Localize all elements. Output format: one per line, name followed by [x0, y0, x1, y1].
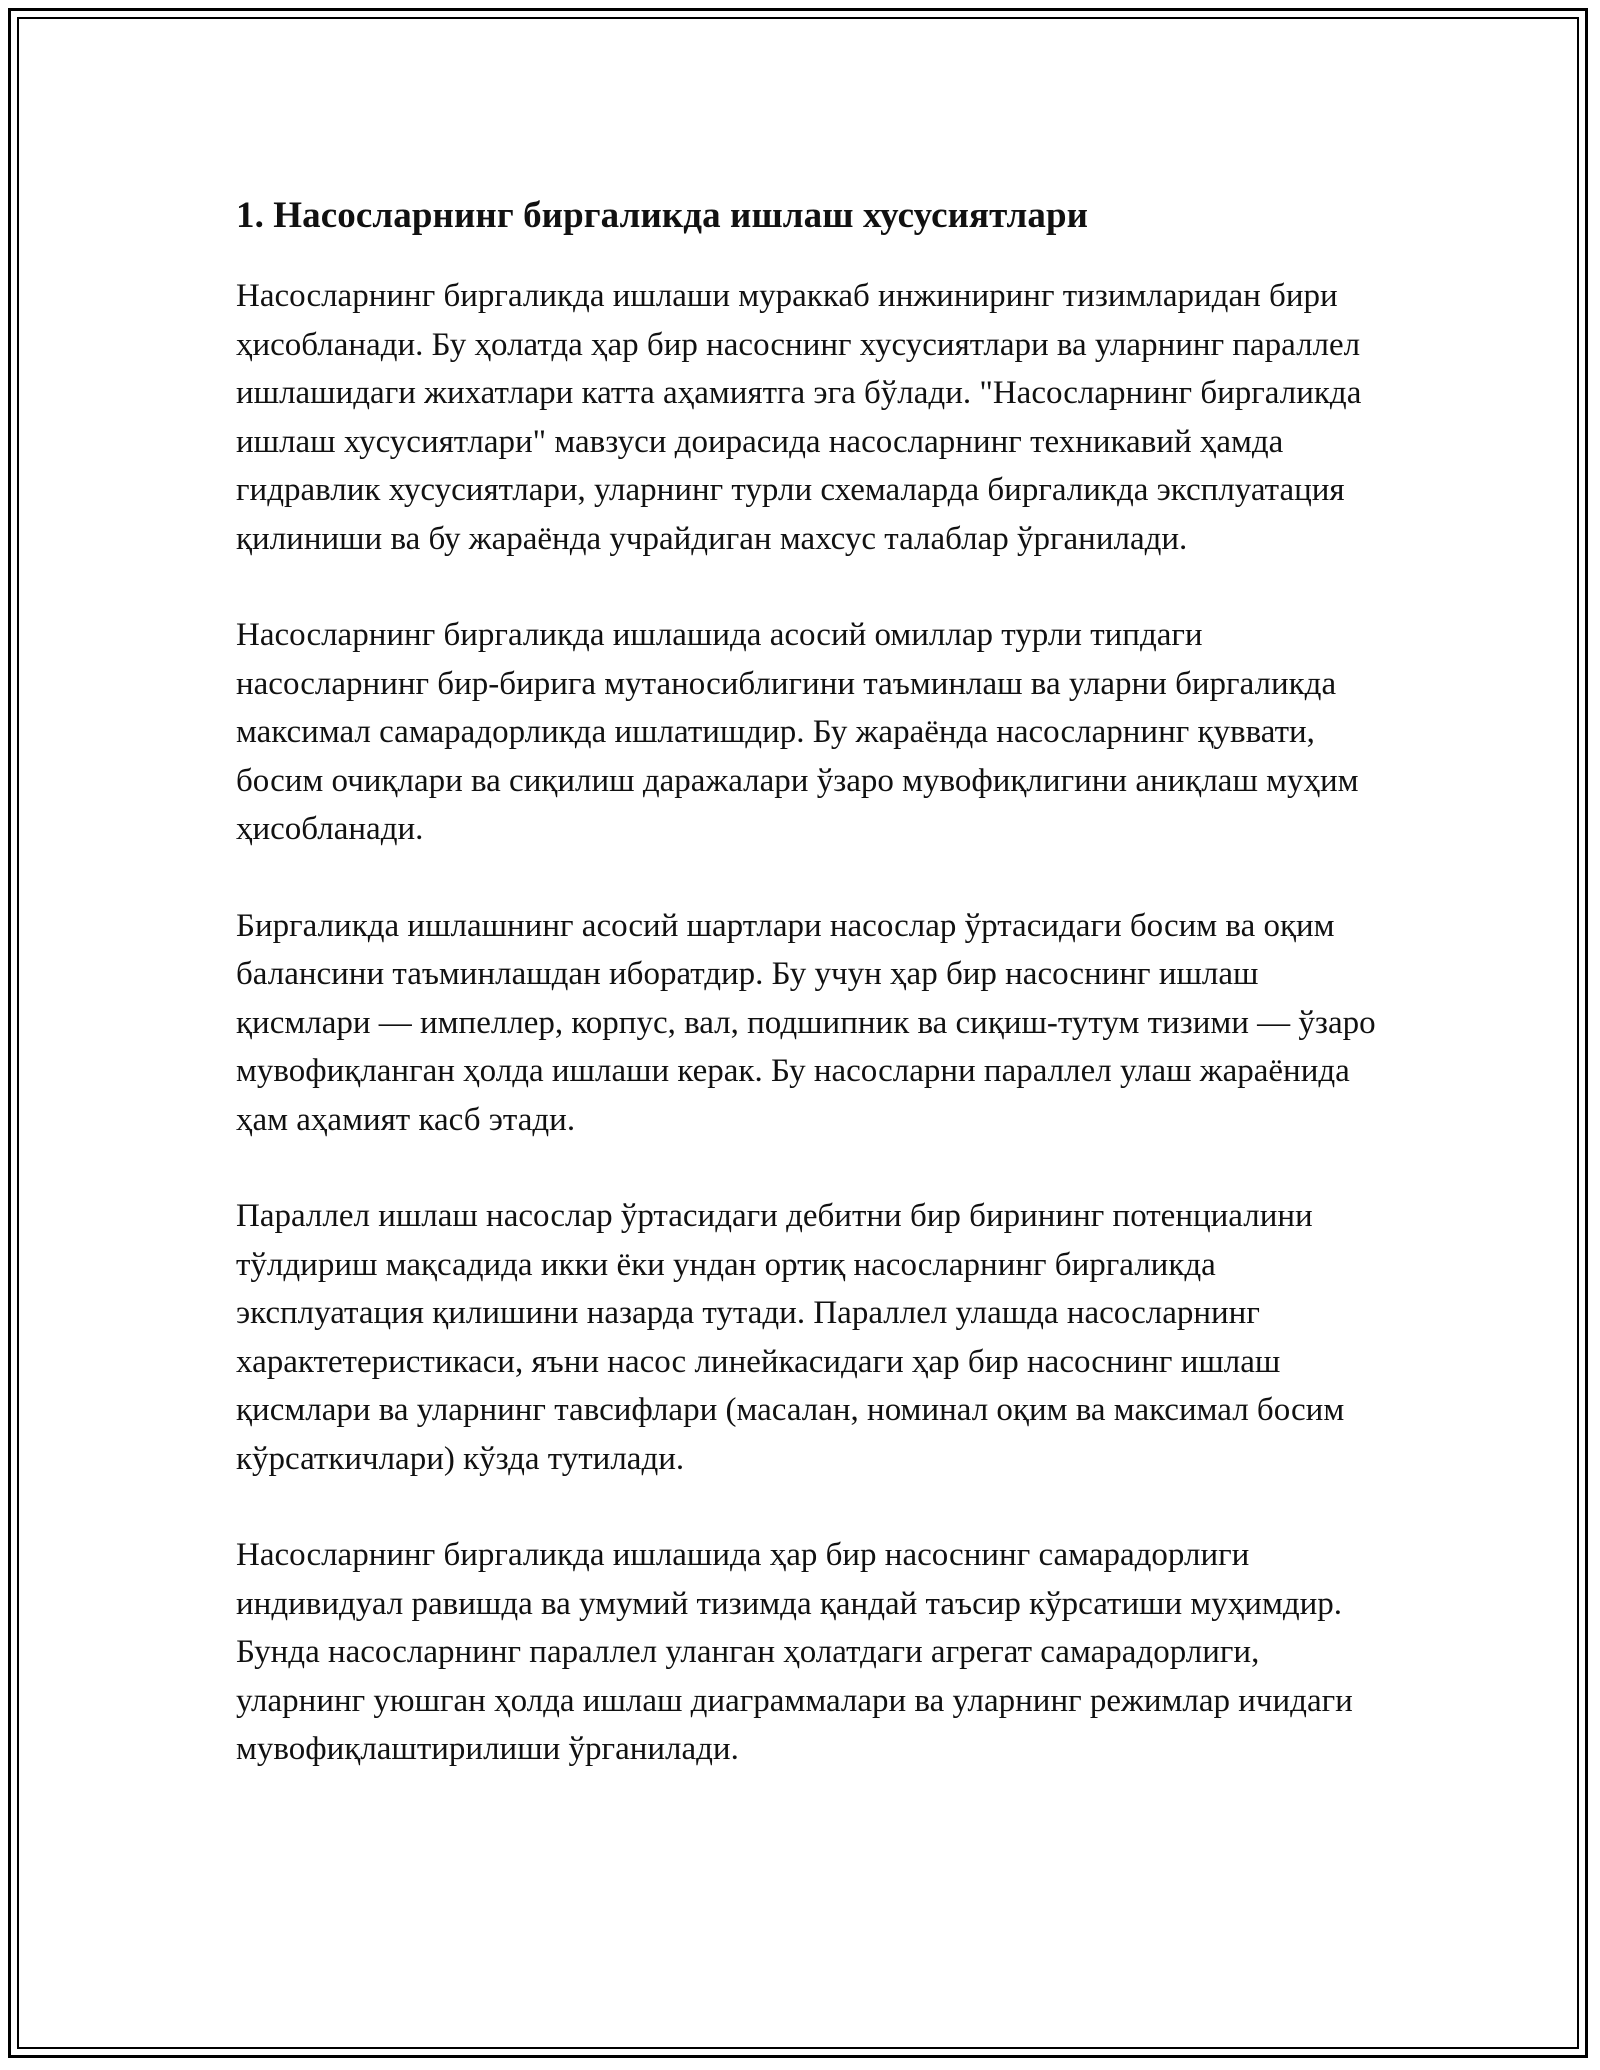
paragraph-3: Биргаликда ишлашнинг асосий шартлари насослар ўртасидаги босим ва оқим балансини таъминлашдан иборатдир. Бу учун ҳар бир насоснинг ишлаш қисмлари — импеллер, корпус, вал, подшипник ва сиқиш-тутум тизими — ўзаро мувофиқланган ҳолда ишлаши керак. Бу насосларни параллел улаш жараёнида ҳам аҳамият касб этади.: [236, 907, 1376, 1138]
paragraph-2: Насосларнинг биргаликда ишлашида асосий омиллар турли типдаги насосларнинг бир-бирига мутаносиблигини таъминлаш ва уларни биргаликда максимал самарадорликда ишлатишдир. Бу жараёнда насосларнинг қуввати, босим очиқлари ва сиқилиш даражалари ўзаро мувофиқлигини аниқлаш муҳим ҳисобланади.: [236, 617, 1359, 847]
paragraph-5: Насосларнинг биргаликда ишлашида ҳар бир насоснинг самарадорлиги индивидуал равишда ва умумий тизимда қандай таъсир кўрсатиши муҳимдир. Бунда насосларнинг параллел уланган ҳолатдаги агрегат самарадорлиги, уларнинг уюшган ҳолда ишлаш диаграммалари ва уларнинг режимлар ичидаги мувофиқлаштирилиши ўрганилади.: [236, 1537, 1353, 1767]
document-body: [236, 190, 1386, 1822]
paragraph-4: Параллел ишлаш насослар ўртасидаги дебитни бир бирининг потенциалини тўлдириш мақсадида икки ёки ундан ортиқ насосларнинг биргаликда эксплуатация қилишини назарда тутади. Параллел улашда насосларнинг характетеристикаси, яъни насос линейкасидаги ҳар бир насоснинг ишлаш қисмлари ва уларнинг тавсифлари (масалан, номинал оқим ва максимал босим кўрсаткичлари) кўзда тутилади.: [236, 1198, 1345, 1477]
paragraph-1: Насосларнинг биргаликда ишлаши мураккаб инжиниринг тизимларидан бири ҳисобланади. Бу ҳолатда ҳар бир насоснинг хусусиятлари ва уларнинг параллел ишлашидаги жихатлари катта аҳамиятга эга бўлади. "Насосларнинг биргаликда ишлаш хусусиятлари" мавзуси доирасида насосларнинг техникавий ҳамда гидравлик хусусиятлари, уларнинг турли схемаларда биргаликда эксплуатация қилиниши ва бу жараёнда учрайдиган махсус талаблар ўрганилади.: [236, 278, 1362, 557]
section-heading: 1. Насосларнинг биргаликда ишлаш хусусиятлари: [236, 195, 1089, 236]
